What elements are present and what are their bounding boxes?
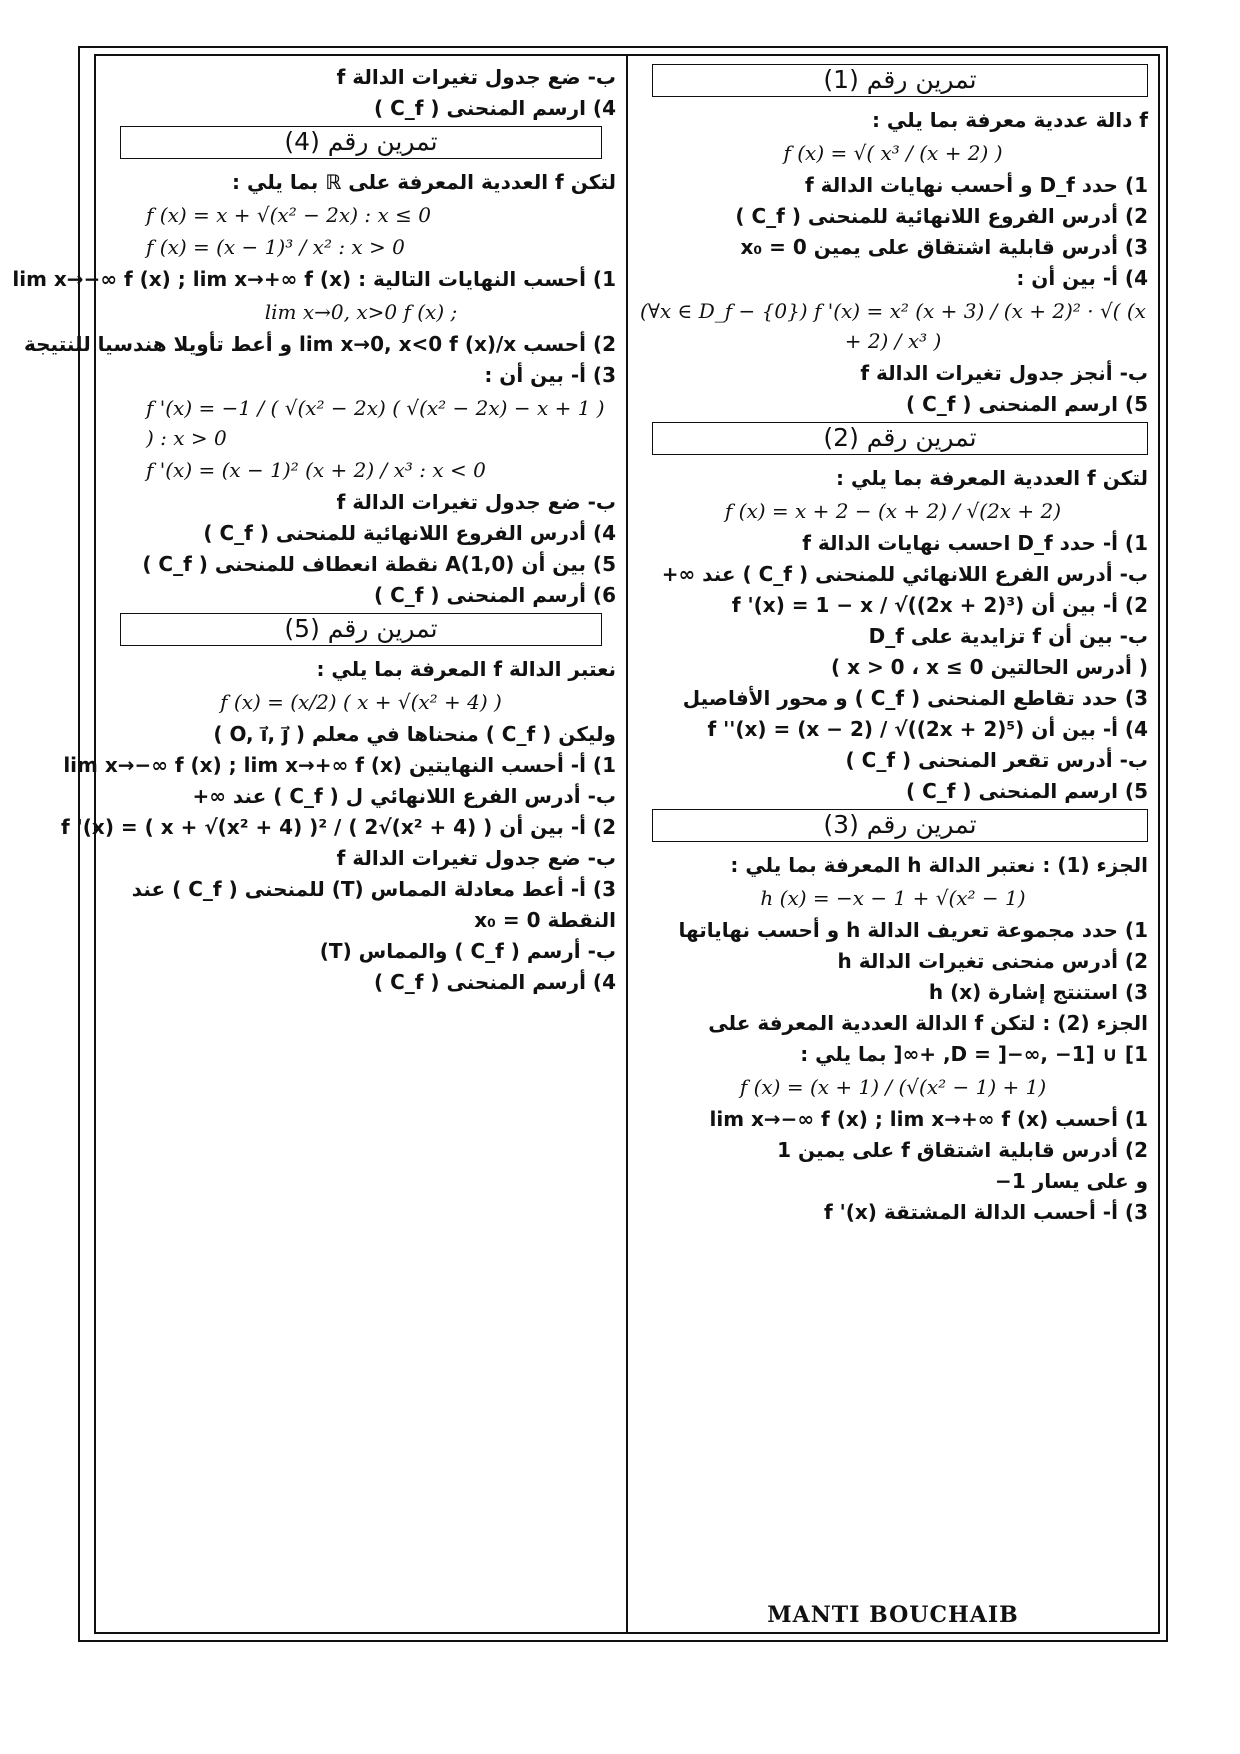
ex5-line-8: النقطة 0 = x₀ (474, 908, 616, 932)
ex1-line-6: ب- أنجز جدول تغيرات الدالة f (860, 361, 1148, 385)
ex5-line-6: ب- ضع جدول تغيرات الدالة f (336, 846, 616, 870)
ex4-piece-2: f (x) = (x − 1)³ / x² : x > 0 (146, 235, 405, 259)
ex2-line-4: 2) أ- بين أن f '(x) = 1 − x / √((2x + 2)³) (731, 593, 1148, 617)
ex5-line-7: 3) أ- أعط معادلة المماس (T) للمنحنى ( C_f ) عند (131, 877, 616, 901)
ex5-line-1: نعتبر الدالة f المعرفة بما يلي : (316, 657, 616, 681)
ex5-formula: f (x) = (x/2) ( x + √(x² + 4) ) (220, 690, 502, 714)
ex3-f-formula: f (x) = (x + 1) / (√(x² − 1) + 1) (739, 1075, 1047, 1099)
ex3-line-9: و على يسار 1− (995, 1169, 1148, 1193)
ex4-line-1: لتكن f العددية المعرفة على ℝ بما يلي : (232, 170, 616, 194)
ex3-line-7: 1) أحسب lim x→−∞ f (x) ; lim x→+∞ f (x) (709, 1107, 1148, 1131)
ex1-line-7: 5) ارسم المنحنى ( C_f ) (905, 392, 1148, 416)
exercise-5-title: تمرين رقم (5) (120, 613, 602, 646)
ex1-line-1: f دالة عددية معرفة بما يلي : (871, 108, 1148, 132)
author-signature: MANTI BOUCHAIB (767, 1602, 1019, 1628)
ex2-line-5: ب- بين أن f تزايدية على D_f (868, 624, 1148, 648)
ex3-line-5: الجزء (2) : لتكن f الدالة العددية المعرفة على (708, 1011, 1148, 1035)
ex3-line-8: 2) أدرس قابلية اشتقاق f على يمين 1 (777, 1138, 1148, 1162)
exercise-2-title: تمرين رقم (2) (652, 422, 1148, 455)
ex2-line-9: ب- أدرس تقعر المنحنى ( C_f ) (845, 748, 1148, 772)
left-column (12, 54, 628, 1634)
ex3-line-2: 1) حدد مجموعة تعريف الدالة h و أحسب نهاياتها (678, 918, 1148, 942)
ex2-line-3: ب- أدرس الفرع اللانهائي للمنحنى ( C_f ) عند ∞+ (661, 562, 1148, 586)
ex4-line-5: ب- ضع جدول تغيرات الدالة f (336, 490, 616, 514)
exercise-1-title: تمرين رقم (1) (652, 64, 1148, 97)
exercise-4-title: تمرين رقم (4) (120, 126, 602, 159)
ex4-derivative-1: f '(x) = −1 / ( √(x² − 2x) ( √(x² − 2x) − x + 1 ) ) : x > 0 (146, 396, 605, 450)
ex3-line-10: 3) أ- أحسب الدالة المشتقة f '(x) (823, 1200, 1148, 1224)
ex1-line-5: 4) أ- بين أن : (1016, 266, 1148, 290)
ex4-line-8: 6) أرسم المنحنى ( C_f ) (373, 583, 616, 607)
ex5-line-5: 2) أ- بين أن f '(x) = ( x + √(x² + 4) )² / ( 2√(x² + 4) ) (61, 815, 616, 839)
ex1-formula: f (x) = √( x³ / (x + 2) ) (783, 141, 1003, 165)
ex2-line-7: 3) حدد تقاطع المنحنى ( C_f ) و محور الأفاصيل (682, 686, 1148, 710)
ex2-formula: f (x) = x + 2 − (x + 2) / √(2x + 2) (724, 499, 1062, 523)
ex4-line-2: 1) أحسب النهايات التالية : lim x→−∞ f (x) ; lim x→+∞ f (x) (12, 267, 616, 291)
ex3-line-1: الجزء (1) : نعتبر الدالة h المعرفة بما يلي : (730, 853, 1148, 877)
ex4-line-4: 3) أ- بين أن : (484, 363, 616, 387)
ex3-line-3: 2) أدرس منحنى تغيرات الدالة h (837, 949, 1148, 973)
ex2-line-1: لتكن f العددية المعرفة بما يلي : (836, 466, 1148, 490)
ex5-line-4: ب- أدرس الفرع اللانهائي ل ( C_f ) عند ∞+ (192, 784, 616, 808)
ex2-line-2: 1) أ- حدد D_f احسب نهايات الدالة f (802, 531, 1148, 555)
exercise-3-title: تمرين رقم (3) (652, 809, 1148, 842)
ex3-line-4: 3) استنتج إشارة h (x) (928, 980, 1148, 1004)
ex1-derivative-formula: (∀x ∈ D_f − {0}) f '(x) = x² (x + 3) / (x + 2)² · √( (x + 2) / x³ ) (640, 299, 1146, 353)
ex5-line-9: ب- أرسم ( C_f ) والمماس (T) (319, 939, 616, 963)
right-column (626, 54, 1160, 1634)
ex4-line-6: 4) أدرس الفروع اللانهائية للمنحنى ( C_f ) (203, 521, 616, 545)
top-line-2: 4) ارسم المنحنى ( C_f ) (373, 96, 616, 120)
ex1-line-4: 3) أدرس قابلية اشتقاق على يمين 0 = x₀ (740, 235, 1148, 259)
ex5-line-3: 1) أ- أحسب النهايتين lim x→−∞ f (x) ; lim x→+∞ f (x) (63, 753, 616, 777)
ex1-line-3: 2) أدرس الفروع اللانهائية للمنحنى ( C_f ) (735, 204, 1148, 228)
ex3-line-6: D = ]−∞, −1] ∪ [1, +∞[ بما يلي : (800, 1042, 1148, 1066)
top-line-1: ب- ضع جدول تغيرات الدالة f (336, 65, 616, 89)
ex5-line-2: وليكن ( C_f ) منحناها في معلم ( O, i⃗, j⃗ ) (213, 722, 616, 746)
ex2-line-8: 4) أ- بين أن f ''(x) = (x − 2) / √((2x + 2)⁵) (707, 717, 1148, 741)
page-frame (12, 46, 1168, 1642)
ex1-line-2: 1) حدد D_f و أحسب نهايات الدالة f (804, 173, 1148, 197)
ex5-line-10: 4) أرسم المنحنى ( C_f ) (373, 970, 616, 994)
ex4-piece-1: f (x) = x + √(x² − 2x) : x ≤ 0 (146, 203, 431, 227)
ex2-line-10: 5) ارسم المنحنى ( C_f ) (905, 779, 1148, 803)
ex4-line-7: 5) بين أن A(1,0) نقطة انعطاف للمنحنى ( C_f ) (142, 552, 616, 576)
ex2-line-6: ( أدرس الحالتين x > 0 ، x ≤ 0 ) (830, 655, 1148, 679)
ex4-derivative-2: f '(x) = (x − 1)² (x + 2) / x³ : x < 0 (146, 458, 486, 482)
ex4-line-3: 2) أحسب lim x→0, x<0 f (x)/x و أعط تأويلا هندسيا للنتيجة (24, 332, 616, 356)
ex4-limit-zero: lim x→0, x>0 f (x) ; (264, 300, 458, 324)
ex3-h-formula: h (x) = −x − 1 + √(x² − 1) (760, 886, 1026, 910)
